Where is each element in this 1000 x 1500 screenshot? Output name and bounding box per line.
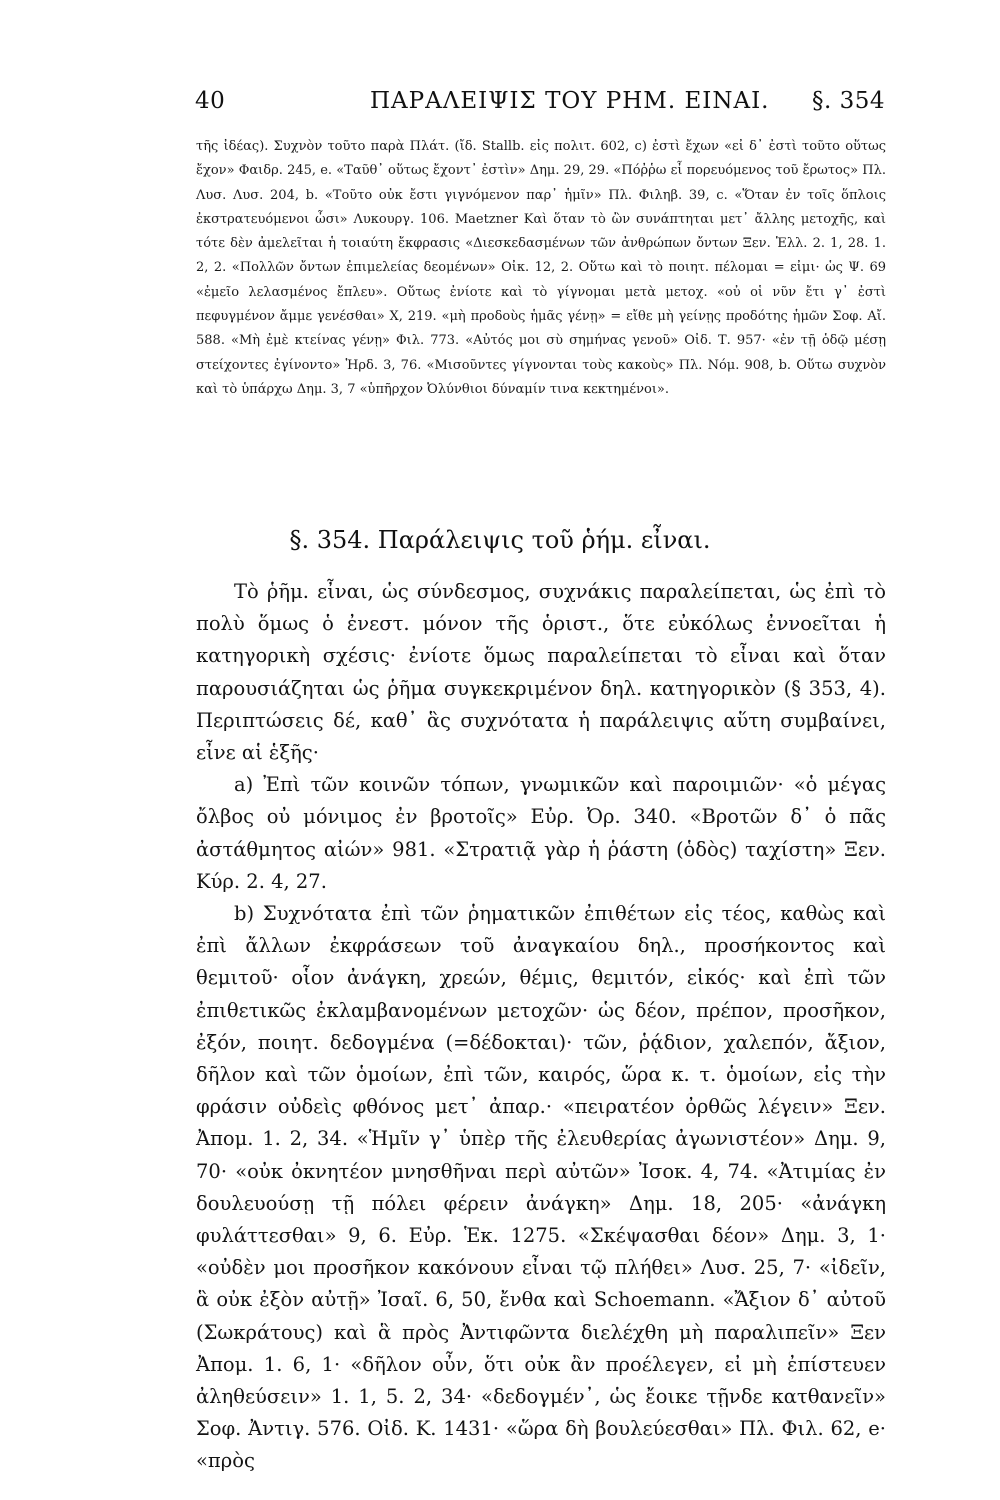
footnote-text: τῆς ἰδέας). Συχνὸν τοῦτο παρὰ Πλάτ. (ἴδ. Stallb. εἰς πολιτ. 602, c) ἐστὶ ἔχων «εἰ δ᾽ ἐστὶ τοῦτο οὕτως ἔχον» Φαιδρ. 245, e. «Ταῦθ᾽ οὕτως ἔχοντ᾽ ἐστὶν» Δημ. 29, 29. «Πόῤῥω εἶ πορευόμενος τοῦ ἔρωτος» Πλ. Λυσ. Λυσ. 204, b. «Τοῦτο οὐκ ἔστι γιγνόμενον παρ᾽ ἡμῖν» Πλ. Φιληβ. 39, c. «Ὅταν ἐν τοῖς ὅπλοις ἐκστρατευόμενοι ὦσι» Λυκουργ. 106. Maetzner Καὶ ὅταν τὸ ὢν συνάπτηται μετ᾽ ἄλλης μετοχῆς, καὶ τότε δὲν ἀμελεῖται ἡ τοιαύτη ἔκφρασις «Διεσκεδασμένων τῶν ἀνθρώπων ὄντων Ξεν. Ἑλλ. 2. 1, 28. 1. 2, 2. «Πολλῶν ὄντων ἐπιμελείας δεομένων» Οἰκ. 12, 2. Οὕτω καὶ τὸ ποιητ. πέλομαι = εἰμι· ὡς Ψ. 69 «ἐμεῖο λελασμένος ἔπλευ». Οὕτως ἐνίοτε καὶ τὸ γίγνομαι μετὰ μετοχ. «οὐ οἱ νῦν ἔτι γ᾽ ἐστὶ πεφυγμένον ἄμμε γενέσθαι» Χ, 219. «μὴ προδοὺς ἡμᾶς γένῃ» = εἴθε μὴ γείνῃς προδότης ἡμῶν Σοφ. Αἴ. 588. «Μὴ ἐμὲ κτείνας γένῃ» Φιλ. 773. «Αὐτός μοι σὺ σημήνας γενοῦ» Οἰδ. Τ. 957· «ἐν τῇ ὁδῷ μέσῃ στείχοντες ἐγίνοντο» Ἡρδ. 3, 76. «Μισοῦντες γίγνονται τοὺς κακοὺς» Πλ. Νόμ. 908, b. Οὕτω συχνὸν καὶ τὸ ὑπάρχω Δημ. 3, 7 «ὑπῆρχον Ὀλύνθιοι δύναμίν τινα κεκτημένοι». <box>196 139 886 397</box>
paragraph-b: b) Συχνότατα ἐπὶ τῶν ῥηματικῶν ἐπιθέτων εἰς τέος, καθὼς καὶ ἐπὶ ἄλλων ἐκφράσεων τοῦ ἀναγκαίου δηλ., προσήκοντος καὶ θεμιτοῦ· οἷον ἀνάγκη, χρεών, θέμις, θεμιτόν, εἰκός· καὶ ἐπὶ τῶν ἐπιθετικῶς ἐκλαμβανομένων μετοχῶν· ὡς δέον, πρέπον, προσῆκον, ἐξόν, ποιητ. δεδογμένα (=δέδοκται)· τῶν, ῥᾴδιον, χαλεπόν, ἄξιον, δῆλον καὶ τῶν ὁμοίων, ἐπὶ τῶν, καιρός, ὥρα κ. τ. ὁμοίων, εἰς τὴν φράσιν οὐδεὶς φθόνος μετ᾽ ἀπαρ.· «πειρατέον ὀρθῶς λέγειν» Ξεν. Ἀπομ. 1. 2, 34. «Ἡμῖν γ᾽ ὑπὲρ τῆς ἐλευθερίας ἀγωνιστέον» Δημ. 9, 70· «οὐκ ὀκνητέον μνησθῆναι περὶ αὐτῶν» Ἰσοκ. 4, 74. «Ἀτιμίας ἐν δουλευούσῃ τῇ πόλει φέρειν ἀνάγκη» Δημ. 18, 205· «ἀνάγκη φυλάττεσθαι» 9, 6. Εὐρ. Ἑκ. 1275. «Σκέψασθαι δέον» Δημ. 3, 1· «οὐδὲν μοι προσῆκον κακόνουν εἶναι τῷ πλήθει» Λυσ. 25, 7· «ἰδεῖν, ἃ οὐκ ἐξὸν αὐτῇ» Ἰσαῖ. 6, 50, ἔνθα καὶ Schoemann. «Ἄξιον δ᾽ αὐτοῦ (Σωκράτους) καὶ ἃ πρὸς Ἀντιφῶντα διελέχθη μὴ παραλιπεῖν» Ξεν Ἀπομ. 1. 6, 1· «δῆλον οὖν, ὅτι οὐκ ἂν προέλεγεν, εἰ μὴ ἐπίστευεν ἀληθεύσειν» 1. 1, 5. 2, 34· «δεδογμέν᾽, ὡς ἔοικε τῇνδε κατθανεῖν» Σοφ. Ἀντιγ. 576. Οἰδ. Κ. 1431· «ὥρα δὴ βουλεύεσθαι» Πλ. Φιλ. 62, e· «πρὸς <box>196 902 886 1473</box>
running-title: ΠΑΡΑΛΕΙΨΙΣ ΤΟΥ ΡΗΜ. ΕΙΝΑΙ. <box>370 88 770 114</box>
paragraph-intro: Τὸ ῥῆμ. εἶναι, ὡς σύνδεσμος, συχνάκις παραλείπεται, ὡς ἐπὶ τὸ πολὺ ὅμως ὁ ἐνεστ. μόνον τῆς ὁριστ., ὅτε εὐκόλως ἐννοεῖται ἡ κατηγορικὴ σχέσις· ἐνίοτε ὅμως παραλείπεται τὸ εἶναι καὶ ὅταν παρουσιάζηται ὡς ῥῆμα συγκεκριμένον δηλ. κατηγορικὸν (§ 353, 4). Περιπτώσεις δέ, καθ᾽ ἃς συχνότατα ἡ παράλειψις αὕτη συμβαίνει, εἶνε αἱ ἑξῆς· <box>196 580 886 765</box>
running-header <box>195 88 885 128</box>
section-heading: §. 354. Παράλειψις τοῦ ῥήμ. εἶναι. <box>289 526 711 554</box>
page-number: 40 <box>195 88 226 114</box>
main-text <box>196 576 886 1478</box>
paragraph-a: a) Ἐπὶ τῶν κοινῶν τόπων, γνωμικῶν καὶ παροιμιῶν· «ὁ μέγας ὄλβος οὐ μόνιμος ἐν βροτοῖς» Εὐρ. Ὀρ. 340. «Βροτῶν δ᾽ ὁ πᾶς ἀστάθμητος αἰών» 981. «Στρατιᾷ γὰρ ἡ ῥάστη (ὁδὸς) ταχίστη» Ξεν. Κύρ. 2. 4, 27. <box>196 773 886 893</box>
footnote-block <box>196 135 886 402</box>
section-reference: §. 354 <box>811 88 885 114</box>
